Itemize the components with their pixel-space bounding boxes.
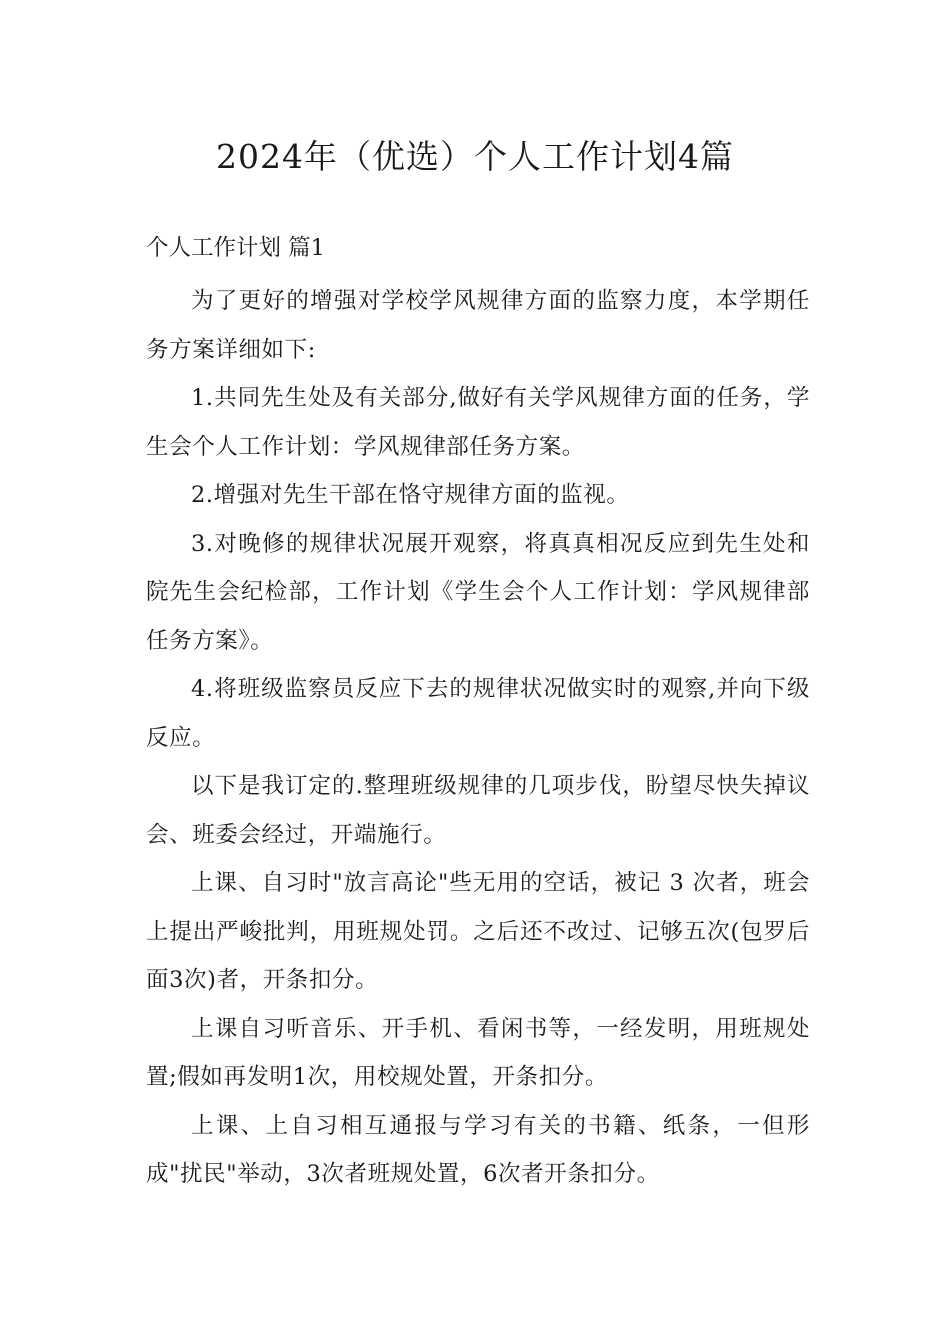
section-heading: 个人工作计划 篇1 [146, 235, 325, 261]
paragraph: 2.增强对先生干部在恪守规律方面的监视。 [191, 482, 630, 508]
paragraph: 3.对晚修的规律状况展开观察，将真真相况反应到先生处和院先生会纪检部，工作计划《学生会个人工作计划：学风规律部任务方案》。 [146, 530, 810, 654]
paragraph: 以下是我订定的.整理班级规律的几项步伐，盼望尽快失掉议会、班委会经过，开端施行。 [146, 773, 810, 848]
paragraph: 4.将班级监察员反应下去的规律状况做实时的观察,并向下级反应。 [146, 676, 810, 751]
paragraph: 上课自习听音乐、开手机、看闲书等，一经发明，用班规处置;假如再发明1次，用校规处置，开条扣分。 [146, 1015, 810, 1090]
document-title: 2024年（优选）个人工作计划4篇 [216, 137, 734, 176]
paragraph: 1.共同先生处及有关部分,做好有关学风规律方面的任务，学生会个人工作计划：学风规律部任务方案。 [146, 385, 810, 460]
paragraph: 上课、上自习相互通报与学习有关的书籍、纸条，一但形成"扰民"举动，3次者班规处置，6次者开条扣分。 [146, 1112, 810, 1187]
document-body [146, 277, 810, 1199]
paragraph: 为了更好的增强对学校学风规律方面的监察力度，本学期任务方案详细如下: [146, 288, 810, 363]
paragraph: 上课、自习时"放言高论"些无用的空话，被记 3 次者，班会上提出严峻批判，用班规处罚。之后还不改过、记够五次(包罗后面3次)者，开条扣分。 [146, 870, 810, 993]
